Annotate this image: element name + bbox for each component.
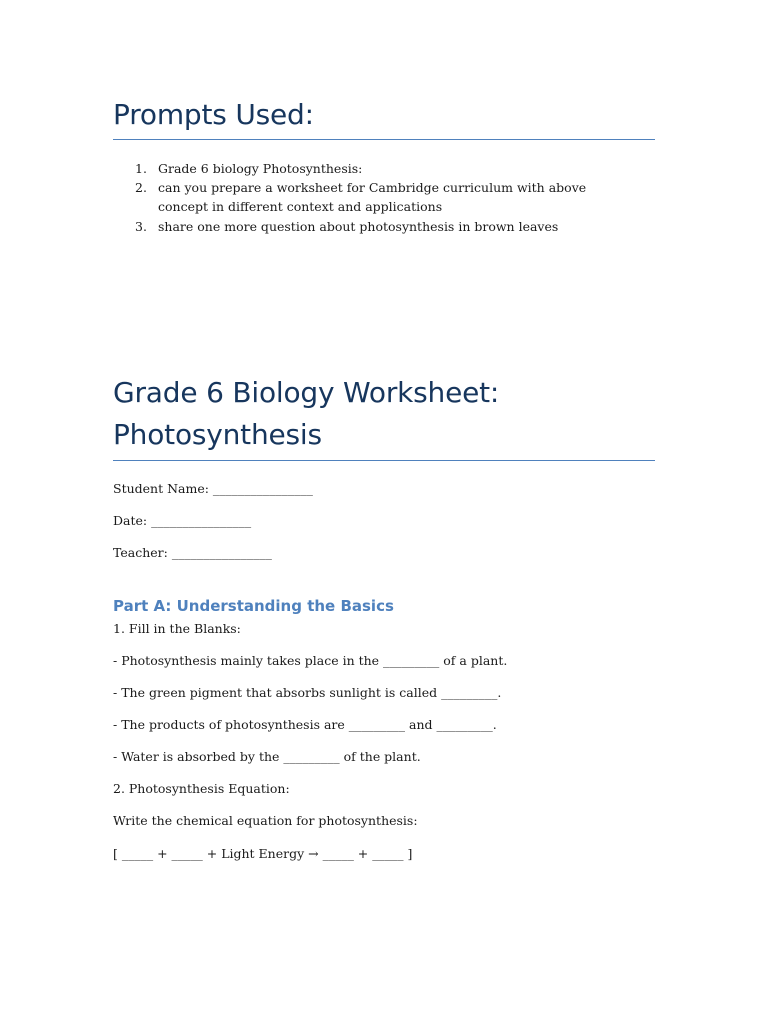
q1-item: - The green pigment that absorbs sunlight is called _________. <box>113 685 502 700</box>
prompt-item <box>113 159 633 178</box>
worksheet-title-line2: Photosynthesis <box>113 418 322 451</box>
prompt-list <box>113 159 633 236</box>
prompt-item <box>113 178 633 216</box>
q2-equation: [ _____ + _____ + Light Energy → _____ + _____ ] <box>113 846 413 861</box>
prompt-text: share one more question about photosynthesis in brown leaves <box>158 218 559 234</box>
prompt-number: 1. <box>135 161 147 176</box>
prompt-number: 2. <box>135 180 147 196</box>
q2-label: 2. Photosynthesis Equation: <box>113 781 290 796</box>
worksheet-heading-rule <box>113 460 655 461</box>
prompts-heading-rule <box>113 139 655 140</box>
worksheet-title <box>113 372 499 456</box>
q1-label: 1. Fill in the Blanks: <box>113 621 241 636</box>
worksheet-title-line1: Grade 6 Biology Worksheet: <box>113 376 500 409</box>
q1-item: - The products of photosynthesis are _________ and _________. <box>113 717 497 732</box>
q2-instruction: Write the chemical equation for photosynthesis: <box>113 813 418 828</box>
prompts-heading: Prompts Used: <box>113 98 314 131</box>
student-name-field: Student Name: ________________ <box>113 481 313 496</box>
q1-item: - Water is absorbed by the _________ of the plant. <box>113 749 421 764</box>
prompt-number: 3. <box>135 218 147 234</box>
prompt-text: Grade 6 biology Photosynthesis: <box>158 161 363 176</box>
part-a-heading: Part A: Understanding the Basics <box>113 597 394 615</box>
teacher-field: Teacher: ________________ <box>113 545 272 560</box>
date-field: Date: ________________ <box>113 513 252 528</box>
q1-item: - Photosynthesis mainly takes place in the _________ of a plant. <box>113 653 508 668</box>
prompt-item <box>113 217 633 236</box>
prompt-text: can you prepare a worksheet for Cambridge curriculum with above concept in different context and applications <box>158 180 587 215</box>
